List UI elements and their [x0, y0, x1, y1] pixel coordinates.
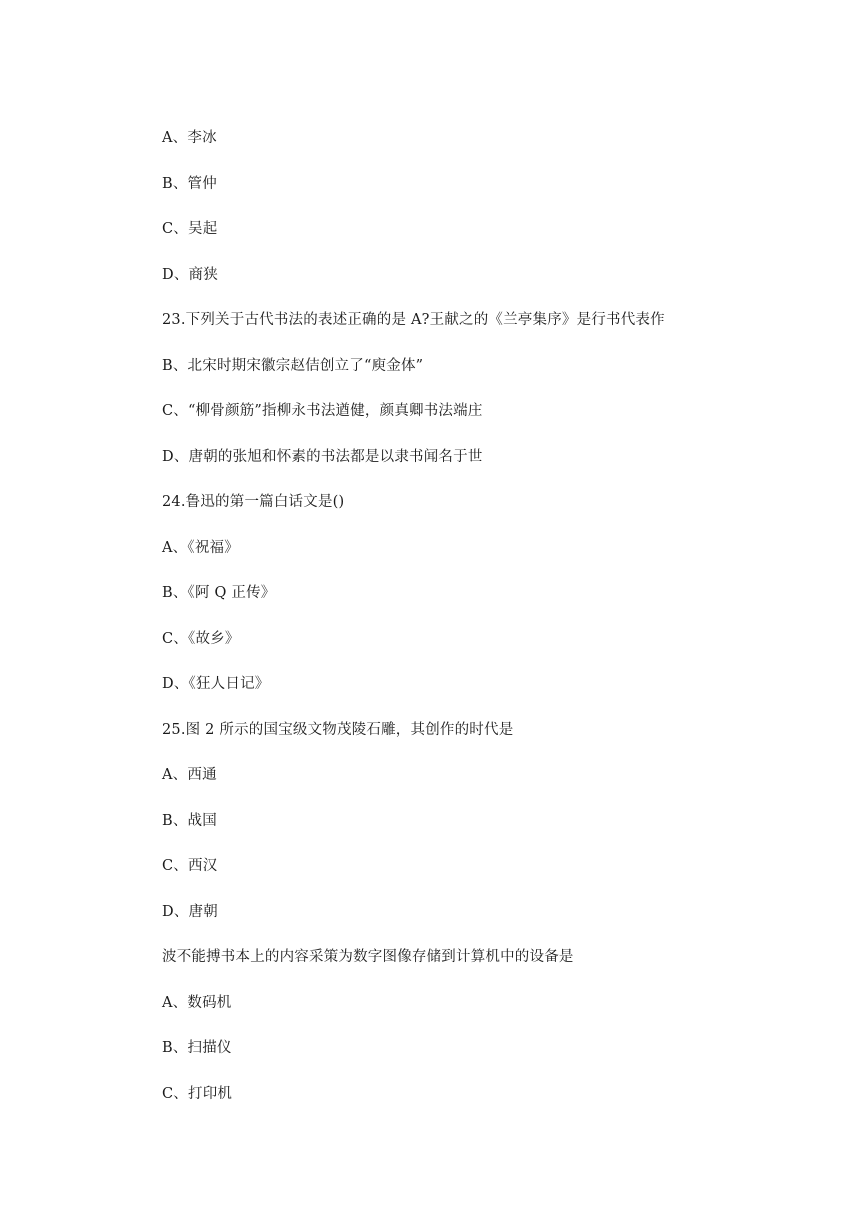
option-b-guan-zhong: B、管仲 [162, 176, 217, 192]
option-a-li-bing: A、李冰 [162, 130, 217, 146]
question-23-option-c: C、“柳骨颜筋”指柳永书法遒健，颜真卿书法端庄 [162, 403, 483, 419]
question-25-option-c: C、西汉 [162, 858, 218, 874]
question-25-option-b: B、战国 [162, 813, 217, 829]
question-23-option-d: D、唐朝的张旭和怀素的书法都是以隶书闻名于世 [162, 449, 483, 465]
question-26-option-c: C、打印机 [162, 1086, 233, 1102]
question-26: 波不能搏书本上的内容采策为数字图像存储到计算机中的设备是 [162, 949, 574, 965]
question-23-option-b: B、北宋时期宋徽宗赵佶创立了“庾金体” [162, 358, 424, 374]
question-24-option-d: D、《狂人日记》 [162, 676, 270, 692]
question-24-option-c: C、《故乡》 [162, 631, 240, 647]
option-d-shang-yang: D、商狭 [162, 267, 218, 283]
question-25: 25.图 2 所示的国宝级文物茂陵石雕，其创作的时代是 [162, 722, 514, 738]
option-c-wu-qi: C、吴起 [162, 221, 218, 237]
question-24: 24.鲁迅的第一篇白话文是() [162, 494, 345, 510]
question-26-option-a: A、数码机 [162, 995, 232, 1011]
question-23: 23.下列关于古代书法的表述正确的是 A?王献之的《兰亭集序》是行书代表作 [162, 312, 665, 328]
question-24-option-b: B、《阿 Q 正传》 [162, 585, 276, 601]
question-24-option-a: A、《祝福》 [162, 540, 239, 556]
question-26-option-b: B、扫描仪 [162, 1040, 232, 1056]
question-25-option-d: D、唐朝 [162, 904, 218, 920]
question-25-option-a: A、西通 [162, 767, 217, 783]
